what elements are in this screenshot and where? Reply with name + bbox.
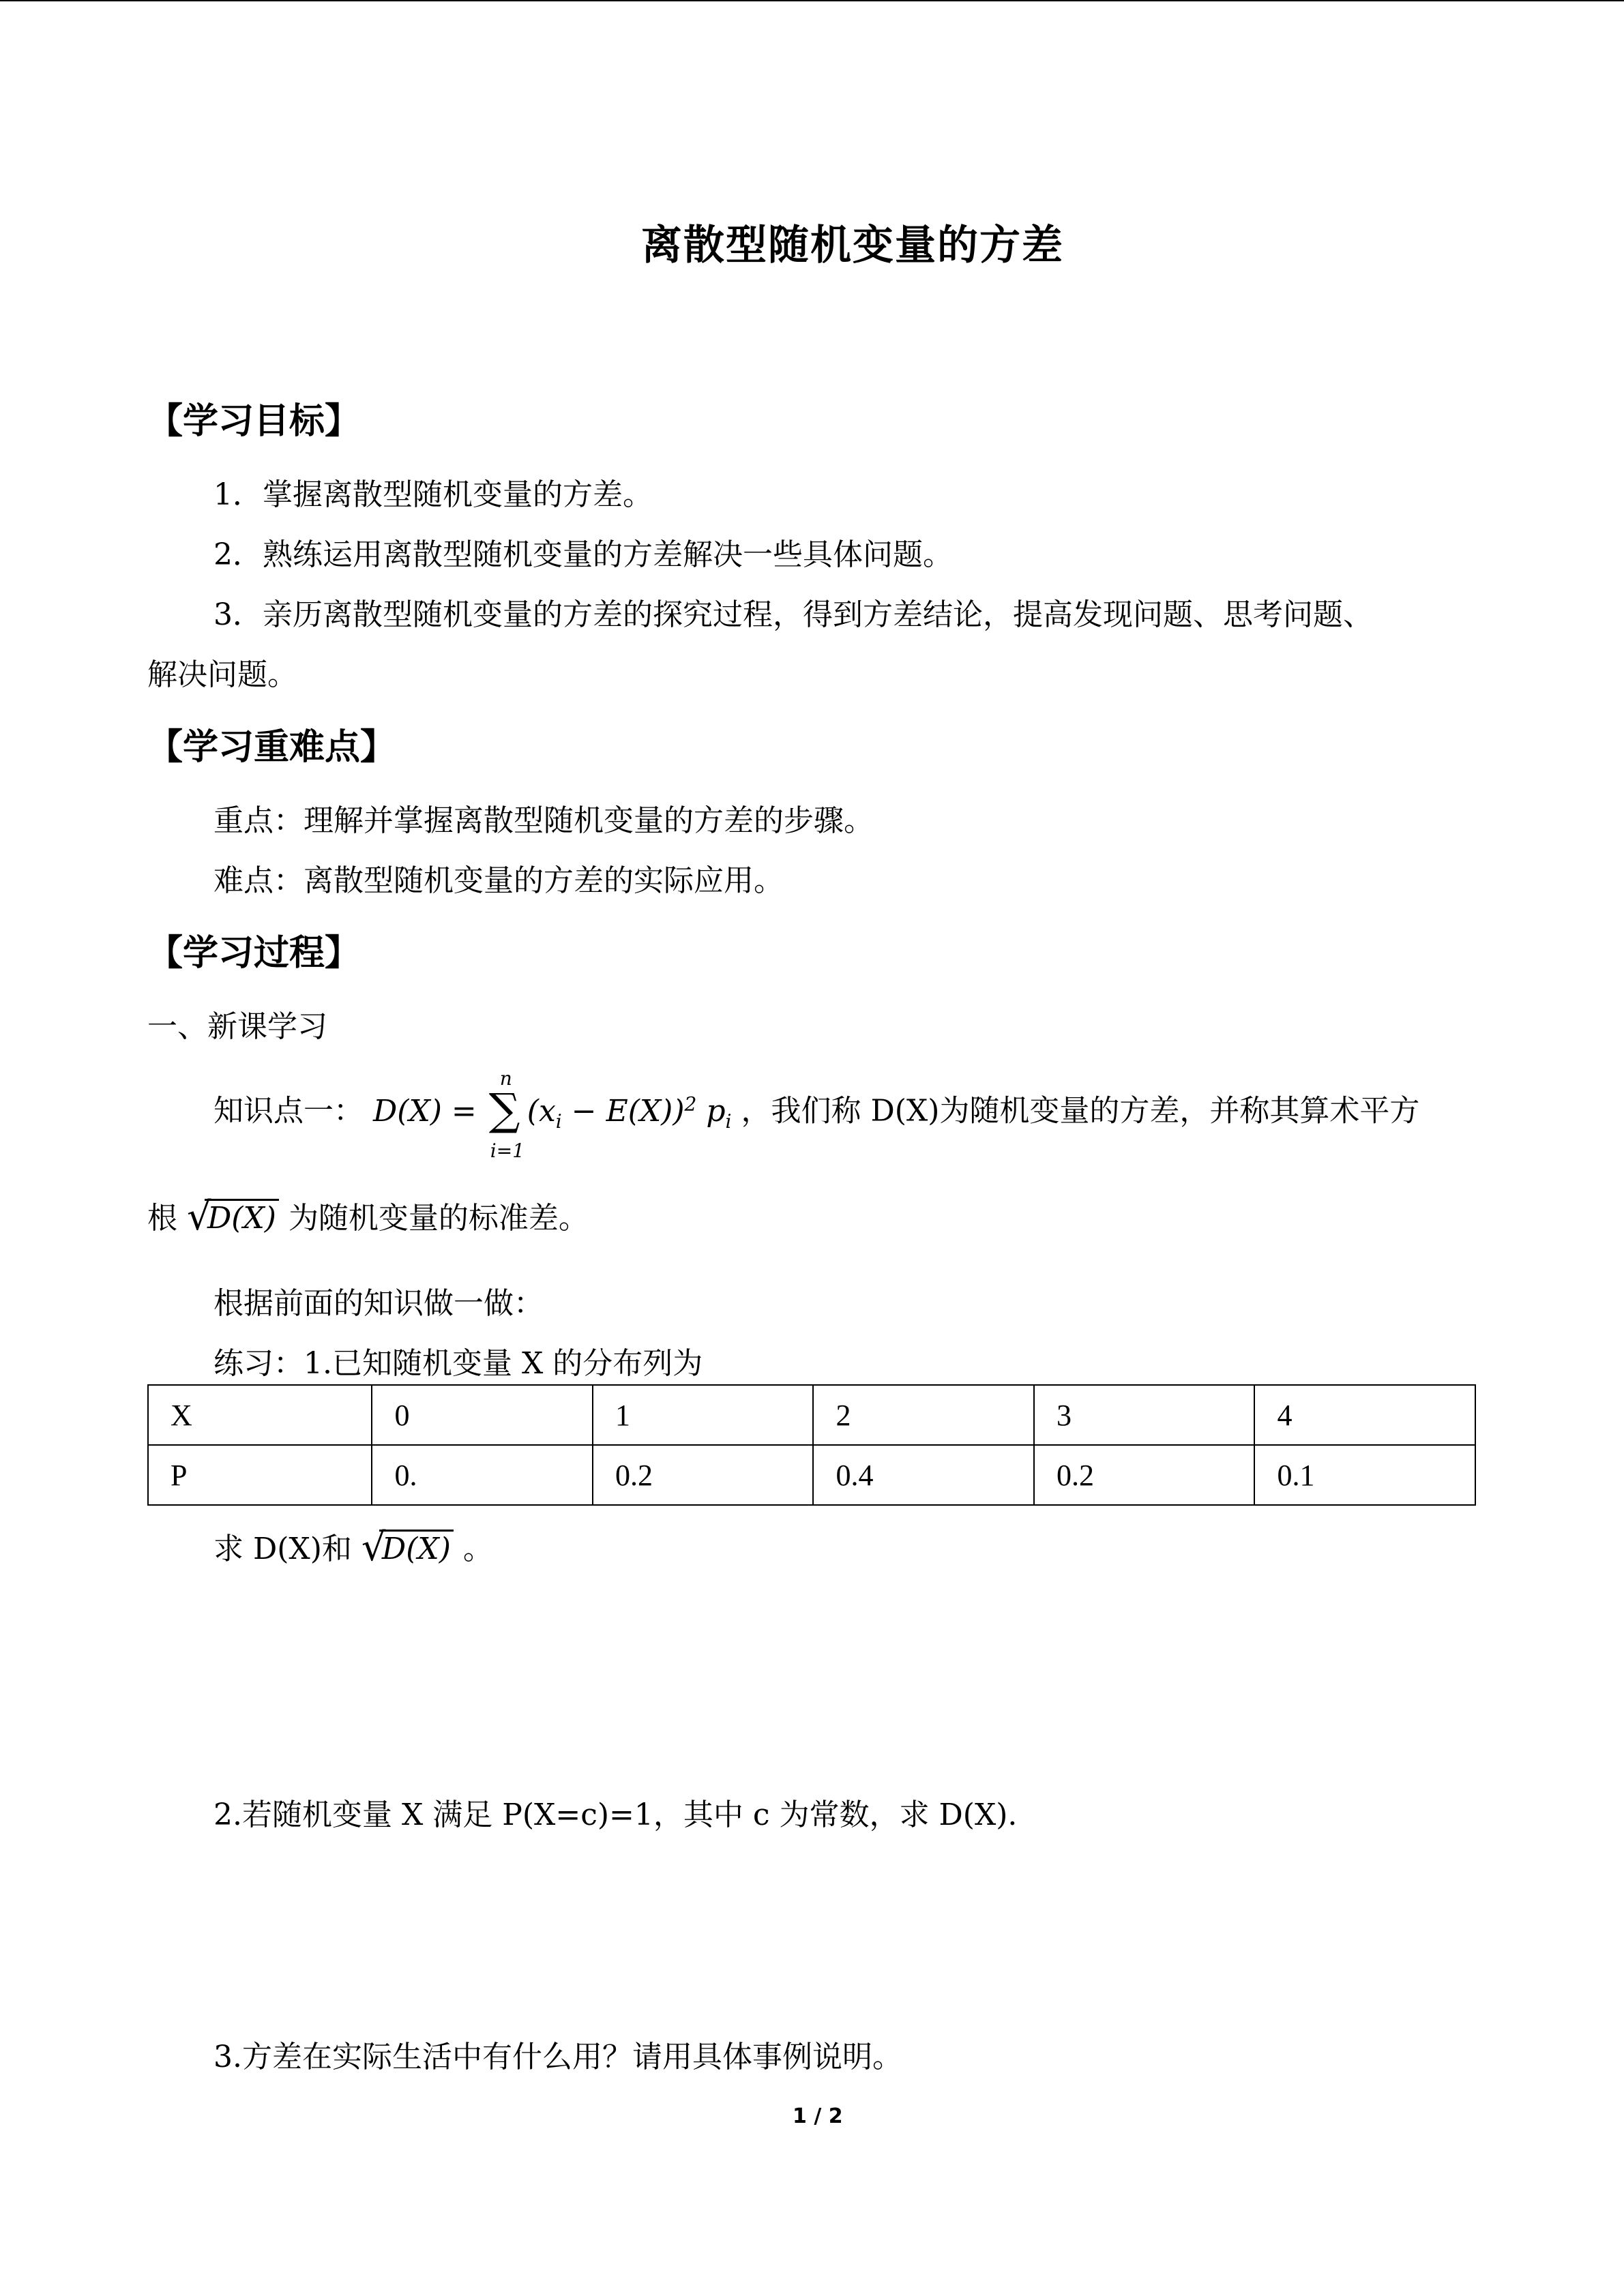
top-border [0,0,1624,1]
table-cell: 0. [372,1445,593,1505]
sum-lower: i=1 [490,1139,525,1162]
key-point: 重点：理解并掌握离散型随机变量的方差的步骤。 [213,803,874,838]
table-cell: 0 [372,1385,593,1445]
page-number: 1 / 2 [793,2104,843,2128]
table-cell: 0.2 [593,1445,814,1505]
knowledge-point-1-line2 [147,1195,589,1239]
try-it-text: 根据前面的知识做一做： [213,1286,544,1321]
exercise-2: 2.若随机变量 X 满足 P(X=c)=1，其中 c 为常数，求 D(X). [213,1798,1018,1832]
table-cell: 2 [813,1385,1034,1445]
exercise-3: 3.方差在实际生活中有什么用？请用具体事例说明。 [213,2040,902,2074]
table-row [148,1385,1475,1445]
page-title: 离散型随机变量的方差 [641,222,1064,269]
sum-upper: n [499,1067,512,1090]
formula-square: 2 [684,1092,697,1115]
table-cell: 3 [1034,1385,1255,1445]
sum-symbol: ∑ n i=1 [488,1067,525,1162]
goal-3-line1: 3．亲历离散型随机变量的方差的探究过程，得到方差结论，提高发现问题、思考问题、 [213,597,1373,632]
key-difficult-heading: 【学习重难点】 [147,727,396,768]
process-heading: 【学习过程】 [147,933,361,974]
sqrt-dx: √ D(X) [187,1204,279,1234]
table-cell: 4 [1254,1385,1475,1445]
ex1-ask-suffix: 。 [462,1532,493,1566]
formula-body: (x [527,1093,556,1129]
formula-p: p [696,1093,726,1129]
formula-sub-i: i [555,1109,562,1133]
part-1-heading: 一、新课学习 [147,1009,327,1044]
sqrt-body-2: D(X) [379,1530,454,1566]
goal-3-line2: 解决问题。 [147,657,297,692]
sqrt-body: D(X) [205,1199,279,1236]
difficult-point: 难点：离散型随机变量的方差的实际应用。 [213,863,784,898]
table-cell: 1 [593,1385,814,1445]
formula-lhs: D(X) = [373,1093,486,1129]
kp1-line2-suffix: 为随机变量的标准差。 [288,1201,589,1236]
table-cell: X [148,1385,372,1445]
table-cell: 0.1 [1254,1445,1475,1505]
goal-2: 2．熟练运用离散型随机变量的方差解决一些具体问题。 [213,537,953,572]
sqrt-dx-2: √ D(X) [361,1534,454,1564]
exercise-1: 练习：1.已知随机变量 X 的分布列为 [213,1346,703,1381]
table-row [148,1445,1475,1505]
formula-sub-i2: i [725,1109,732,1133]
ex1-ask-prefix: 求 D(X)和 [213,1532,352,1566]
goal-1: 1．掌握离散型随机变量的方差。 [213,477,653,512]
distribution-table [147,1384,1476,1506]
kp1-prefix: 知识点一： [213,1093,364,1129]
formula-mid: − E(X)) [561,1093,685,1129]
exercise-1-question [213,1525,493,1570]
variance-formula [373,1067,732,1162]
table-cell: 0.4 [813,1445,1034,1505]
table-cell: 0.2 [1034,1445,1255,1505]
kp1-suffix: ，我们称 D(X)为随机变量的方差，并称其算术平方 [741,1093,1420,1129]
goals-heading: 【学习目标】 [147,401,361,442]
knowledge-point-1 [213,1067,1420,1162]
kp1-line2-prefix: 根 [147,1201,177,1236]
table-cell: P [148,1445,372,1505]
